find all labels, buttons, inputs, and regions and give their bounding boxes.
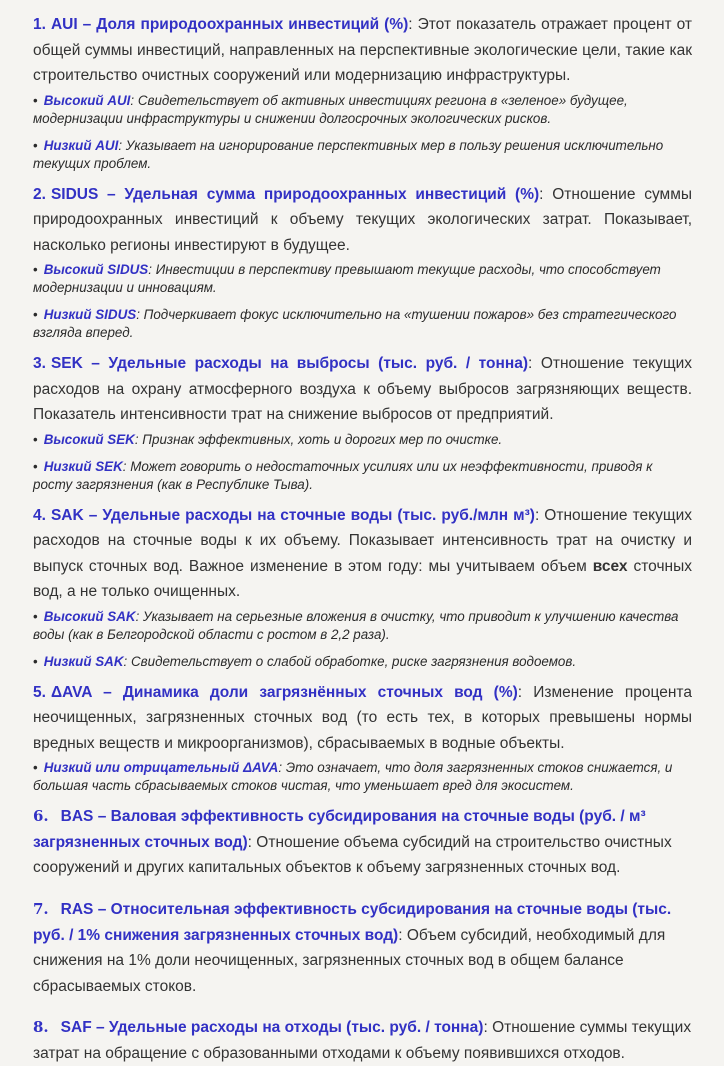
indicator-paragraph	[33, 1015, 692, 1066]
bullet-text: Это означает, что доля загрязненных стоков снижается, и большая часть сбрасываемых стоков чистая, что уменьшает вред для экосистем.	[33, 760, 673, 794]
bullet-colon: :	[134, 431, 143, 447]
bullet-text: Может говорить о недостаточных усилиях или их неэффективности, приводя к росту загрязнения (как в Республике Тыва).	[33, 458, 653, 492]
interpretation-bullet	[33, 458, 692, 494]
bullet-colon: :	[136, 307, 144, 323]
description-text: Объем субсидий, необходимый для снижения на 1% доли неочищенных, загрязненных сточных вод в общем балансе сбрасываемых стоков.	[33, 926, 666, 995]
indicator-paragraph	[33, 182, 692, 259]
bullet-marker: •	[33, 262, 38, 278]
indicator-section	[33, 897, 692, 999]
indicator-paragraph	[33, 680, 692, 757]
description-text: Отношение суммы природоохранных инвестиций к объему текущих экологических затрат. Показывает, насколько регионы инвестируют в будущее.	[33, 185, 692, 254]
heading-colon: :	[247, 833, 257, 851]
bullet-marker: •	[33, 458, 38, 474]
indicator-heading: SEK – Удельные расходы на выбросы (тыс. руб. / тонна)	[50, 355, 529, 372]
description-text: Этот показатель отражает процент от общей суммы инвестиций, направленных на перспективные экологические цели, такие как строительство очистных сооружений или модернизацию инфраструктуры.	[33, 16, 692, 85]
bullet-marker: •	[33, 608, 38, 624]
indicator-section	[33, 182, 692, 343]
indicator-section	[33, 1015, 692, 1066]
item-number: 1.	[33, 16, 46, 33]
interpretation-bullet	[33, 608, 692, 644]
bullet-colon: :	[118, 137, 126, 153]
indicator-section	[33, 12, 692, 173]
description-text: Отношение текущих расходов на сточные воды к их объему. Показывает интенсивность трат на очистку и выпуск сточных вод. Важное изменение в этом году: мы учитываем объем	[33, 506, 692, 575]
bullet-colon: :	[135, 608, 144, 624]
interpretation-bullet	[33, 431, 692, 449]
heading-colon: :	[483, 1019, 493, 1037]
indicator-list	[33, 12, 692, 1066]
indicator-paragraph	[33, 897, 692, 999]
bullet-text: Подчеркивает фокус исключительно на «тушении пожаров» без стратегического взгляда вперед.	[33, 307, 677, 341]
indicator-heading: AUI – Доля природоохранных инвестиций (%)	[50, 16, 409, 33]
bullet-term: Низкий SAK	[43, 653, 124, 669]
bullet-colon: :	[130, 92, 138, 108]
interpretation-bullet	[33, 137, 692, 173]
heading-colon: :	[398, 926, 407, 944]
heading-colon: :	[539, 185, 553, 203]
interpretation-bullet	[33, 759, 692, 795]
indicator-heading: BAS – Валовая эффективность субсидирования на сточные воды (руб. / м³ загрязненных сточных вод)	[33, 808, 646, 851]
item-number: 5.	[33, 683, 46, 701]
bullet-colon: :	[278, 760, 286, 776]
description-emphasis: всех	[592, 557, 628, 575]
bullet-text: Указывает на игнорирование перспективных мер в пользу решения исключительно текущих проблем.	[33, 137, 664, 171]
bullet-term: Низкий SIDUS	[43, 307, 137, 323]
bullet-term: Высокий AUI	[43, 92, 131, 108]
item-number: 3.	[33, 355, 46, 372]
indicator-section	[33, 351, 692, 494]
interpretation-bullet	[33, 92, 692, 128]
interpretation-bullet	[33, 306, 692, 342]
indicator-section	[33, 503, 692, 671]
heading-colon: :	[534, 506, 545, 524]
bullet-text: Свидетельствует об активных инвестициях региона в «зеленое» будущее, модернизации инфраструктуры и снижении долгосрочных экологических рисков.	[33, 92, 628, 126]
bullet-marker: •	[33, 307, 38, 323]
heading-colon: :	[517, 683, 534, 701]
bullet-colon: :	[148, 262, 156, 278]
description-text: Отношение суммы текущих затрат на обращение с образованными отходами к объему появившихся отходов.	[33, 1019, 692, 1062]
item-number: 2.	[33, 185, 46, 203]
description-text: Изменение процента неочищенных, загрязненных сточных вод (то есть тех, в которых превышены нормы вредных веществ и микроорганизмов), сбрасываемых в водные объекты.	[33, 683, 692, 752]
heading-colon: :	[408, 16, 418, 33]
indicator-heading: SIDUS – Удельная сумма природоохранных инвестиций (%)	[50, 185, 540, 203]
bullet-colon: :	[122, 458, 131, 474]
bullet-term: Низкий AUI	[43, 137, 119, 153]
bullet-marker: •	[33, 431, 38, 447]
interpretation-bullet	[33, 653, 692, 671]
heading-colon: :	[528, 355, 541, 372]
item-number: 8.	[33, 1018, 49, 1037]
bullet-term: Низкий или отрицательный ΔAVA	[43, 760, 279, 776]
bullet-text: Указывает на серьезные вложения в очистку, что приводит к улучшению качества воды (как в Белгородской области с ростом в 2,2 раза).	[33, 608, 679, 642]
bullet-marker: •	[33, 760, 38, 776]
indicator-heading: ΔAVA – Динамика доли загрязнённых сточных вод (%)	[50, 683, 518, 701]
interpretation-bullet	[33, 261, 692, 297]
item-number: 6.	[33, 807, 49, 826]
description-text: Отношение текущих расходов на охрану атмосферного воздуха к объему выбросов загрязняющих веществ. Показатель интенсивности трат на снижение выбросов от предприятий.	[33, 355, 692, 424]
bullet-text: Инвестиции в перспективу превышают текущие расходы, что способствует модернизации и инновациям.	[33, 262, 661, 296]
indicator-section	[33, 804, 692, 881]
bullet-marker: •	[33, 92, 38, 108]
bullet-term: Высокий SEK	[43, 431, 135, 447]
bullet-marker: •	[33, 653, 38, 669]
indicator-heading: RAS – Относительная эффективность субсидирования на сточные воды (тыс. руб. / 1% снижения загрязненных сточных вод)	[33, 900, 672, 944]
bullet-colon: :	[123, 653, 131, 669]
item-number: 4.	[33, 506, 46, 524]
indicator-paragraph	[33, 351, 692, 428]
bullet-term: Высокий SIDUS	[43, 262, 149, 278]
indicator-section	[33, 680, 692, 796]
bullet-text: Свидетельствует о слабой обработке, риске загрязнения водоемов.	[130, 653, 577, 669]
indicator-paragraph	[33, 804, 692, 881]
description-text: Отношение объема субсидий на строительство очистных сооружений и других капитальных объектов к объему загрязненных сточных вод.	[33, 833, 672, 877]
bullet-text: Признак эффективных, хоть и дорогих мер по очистке.	[142, 431, 503, 447]
bullet-term: Высокий SAK	[43, 608, 136, 624]
indicator-heading: SAF – Удельные расходы на отходы (тыс. руб. / тонна)	[60, 1019, 484, 1037]
indicator-paragraph	[33, 12, 692, 89]
indicator-paragraph	[33, 503, 692, 605]
bullet-term: Низкий SEK	[43, 458, 123, 474]
description-text: сточных вод, а не только очищенных.	[33, 557, 692, 601]
indicator-heading: SAK – Удельные расходы на сточные воды (тыс. руб./млн м³)	[50, 506, 535, 524]
bullet-marker: •	[33, 137, 38, 153]
item-number: 7.	[33, 899, 49, 918]
